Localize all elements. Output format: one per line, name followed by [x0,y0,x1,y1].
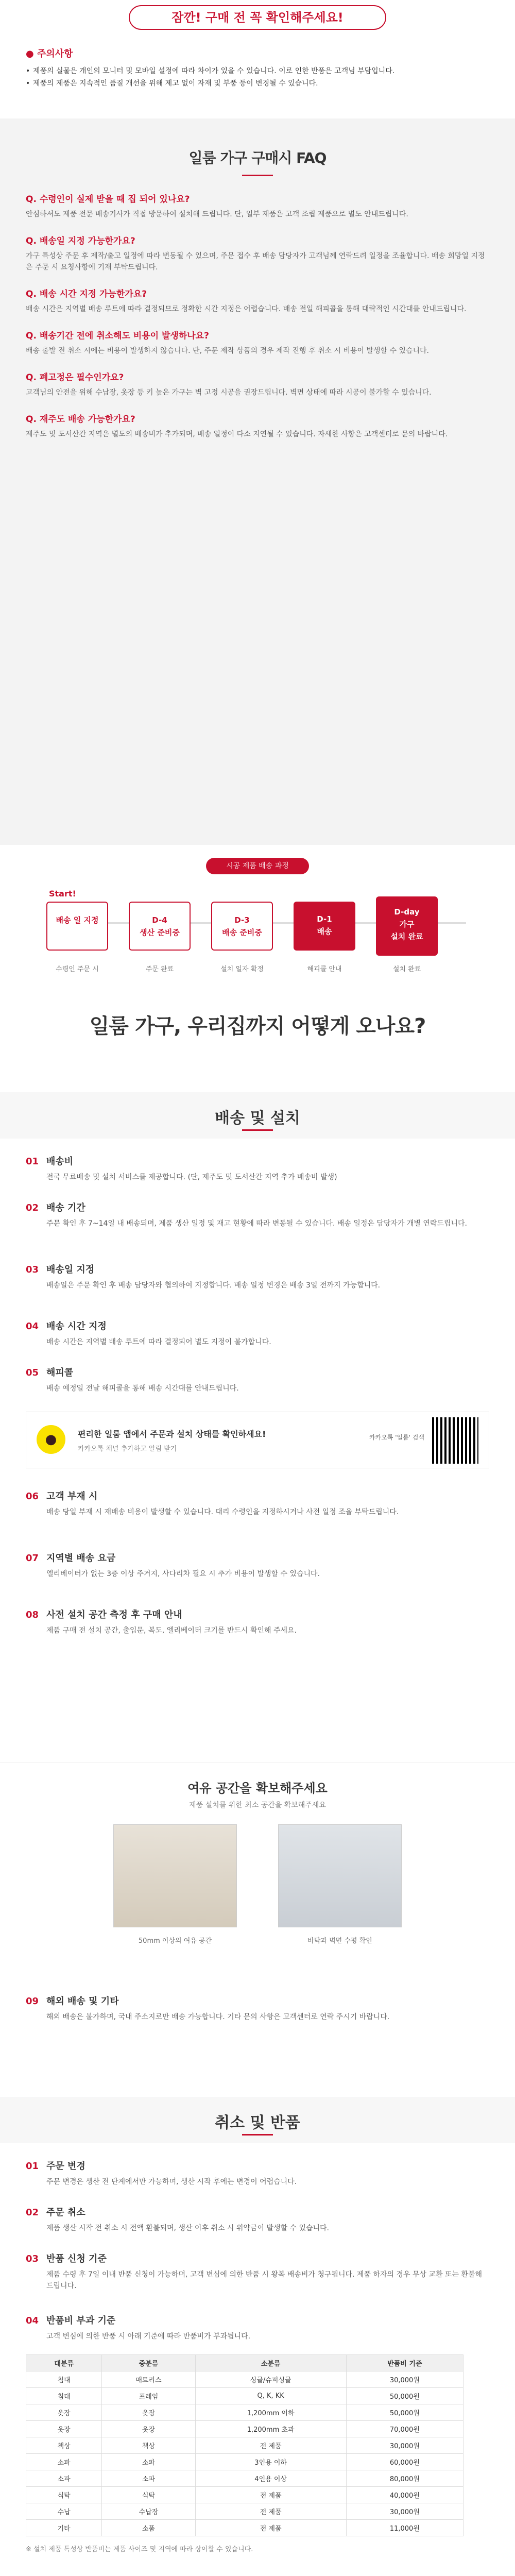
table-cell: 식탁 [102,2487,195,2503]
faq-question: Q. 폐고정은 필수인가요? [26,372,124,383]
table-header: 대분류 [26,2355,102,2371]
item-text: 엘리베이터가 없는 3층 이상 주거지, 사다리차 필요 시 추가 비용이 발생할 수 있습니다. [46,1570,320,1578]
notice-item: • 제품의 실물은 개인의 모니터 및 모바일 설정에 따라 차이가 있을 수 있습니다. 이로 인한 반품은 고객님 부담입니다. [26,65,489,77]
item-number: 01 [26,2161,39,2172]
table-row [26,2487,464,2503]
table-cell: 전 제품 [195,2437,346,2454]
item-title: 주문 취소 [46,2207,85,2218]
shipping-title: 배송 및 설치 [215,1109,300,1127]
table-cell: 싱글/슈퍼싱글 [195,2371,346,2388]
kakao-line1: 편리한 일룸 앱에서 주문과 설치 상태를 확인하세요! [78,1429,266,1439]
process-caption: 수령인 주문 시 [56,965,99,973]
table-cell: 옷장 [26,2404,102,2421]
faq-question: Q. 배송기간 전에 취소해도 비용이 발생하나요? [26,331,209,341]
process-tag: 시공 제품 배송 과정 [206,858,309,874]
space-caption: 50mm 이상의 여유 공간 [138,1937,212,1945]
returns-body [0,2143,515,2576]
table-row [26,2388,464,2404]
returns-title: 취소 및 반품 [215,2114,300,2132]
item-number: 05 [26,1367,39,1378]
returns-item [26,2251,489,2292]
table-cell: 옷장 [102,2421,195,2437]
item-number: 04 [26,2315,39,2326]
table-cell: 옷장 [102,2404,195,2421]
item-text: 배송 예정일 전날 해피콜을 통해 배송 시간대를 안내드립니다. [46,1384,239,1393]
item-text: 해외 배송은 불가하며, 국내 주소지로만 배송 가능합니다. 기타 문의 사항은 고객센터로 연락 주시기 바랍니다. [46,2013,390,2021]
item-text: 제품 구매 전 설치 공간, 출입문, 복도, 엘리베이터 크기를 반드시 확인해 주세요. [46,1626,297,1635]
item-title: 배송 기간 [46,1202,85,1213]
table-header: 중분류 [102,2355,195,2371]
process-step: D-4 생산 준비중 [129,902,191,951]
table-cell: 70,000원 [346,2421,463,2437]
table-cell: 전 제품 [195,2503,346,2520]
table-row [26,2503,464,2520]
table-cell: 80,000원 [346,2470,463,2487]
item-text: 고객 변심에 의한 반품 시 아래 기준에 따라 반품비가 부과됩니다. [46,2332,251,2341]
faq-title: 일룸 가구 구매시 FAQ [188,149,327,166]
table-cell: 식탁 [26,2487,102,2503]
table-header: 소분류 [195,2355,346,2371]
table-row [26,2371,464,2388]
table-row [26,2454,464,2470]
item-number: 03 [26,2253,39,2264]
item-number: 07 [26,1553,39,1564]
table-row [26,2520,464,2536]
table-cell: 50,000원 [346,2388,463,2404]
faq-answer: 고객님의 안전을 위해 수납장, 옷장 등 키 높은 가구는 벽 고정 시공을 권장드립니다. 벽면 상태에 따라 시공이 불가할 수 있습니다. [26,388,432,397]
faq-question: Q. 배송 시간 지정 가능한가요? [26,289,147,299]
space-illustration-1 [113,1824,237,1927]
item-title: 배송일 지정 [46,1264,95,1275]
item-title: 지역별 배송 요금 [46,1553,116,1564]
returns-item [26,2313,489,2342]
table-cell: 소품 [102,2520,195,2536]
process-headline: 일룸 가구, 우리집까지 어떻게 오나요? [89,1014,426,1038]
delivery-process [0,845,515,1092]
process-caption: 해피콜 안내 [307,965,342,973]
table-cell: 3인용 이하 [195,2454,346,2470]
space-illustration-2 [278,1824,402,1927]
space-caption: 바닥과 벽면 수평 확인 [307,1937,372,1945]
table-cell: 30,000원 [346,2503,463,2520]
item-title: 반품비 부과 기준 [46,2315,116,2326]
shipping-body [0,1139,515,1757]
space-section [0,1762,515,1978]
item-number: 08 [26,1609,39,1620]
kakao-logo-icon: ● [37,1425,65,1454]
notice-section [0,46,515,113]
item-title: 배송비 [46,1156,74,1167]
item-text: 배송 시간은 지역별 배송 루트에 따라 결정되어 별도 지정이 불가합니다. [46,1338,271,1346]
faq-item [26,328,489,357]
banner-title: 잠깐! 구매 전 꼭 확인해주세요! [129,5,386,30]
process-caption: 설치 완료 [392,965,421,973]
returns-divider [242,2134,273,2136]
item-title: 배송 시간 지정 [46,1321,107,1332]
table-cell: 옷장 [26,2421,102,2437]
item-title: 사전 설치 공간 측정 후 구매 안내 [46,1609,182,1620]
item-number: 04 [26,1321,39,1332]
faq-answer: 배송 시간은 지역별 배송 루트에 따라 결정되므로 정확한 시간 지정은 어렵습니다. 배송 전일 해피콜을 통해 대략적인 시간대를 안내드립니다. [26,305,467,313]
table-cell: 소파 [26,2470,102,2487]
item-title: 고객 부재 시 [46,1491,98,1502]
item-number: 09 [26,1996,39,2007]
notice-item: • 제품의 제품은 지속적인 품질 개선을 위해 제고 없이 자재 및 부품 등이 변경될 수 있습니다. [26,77,489,90]
table-cell: 프레임 [102,2388,195,2404]
item-title: 반품 신청 기준 [46,2253,107,2264]
notice-heading: 주의사항 [37,48,73,59]
table-cell: 60,000원 [346,2454,463,2470]
process-step: D-3 배송 준비중 [211,902,273,951]
process-caption: 주문 완료 [145,965,174,973]
shipping-item [26,1319,489,1348]
faq-item [26,233,489,273]
faq-item [26,370,489,398]
process-step: D-1 배송 [294,902,355,951]
shipping-item [26,1200,489,1229]
table-row [26,2470,464,2487]
table-cell: 30,000원 [346,2437,463,2454]
table-cell: 소파 [26,2454,102,2470]
table-row [26,2437,464,2454]
table-row [26,2421,464,2437]
table-cell: 수납장 [102,2503,195,2520]
table-cell: 40,000원 [346,2487,463,2503]
table-cell: 1,200mm 이하 [195,2404,346,2421]
item-number: 01 [26,1156,39,1167]
item-text: 전국 무료배송 및 설치 서비스를 제공합니다. (단, 제주도 및 도서산간 지역 추가 배송비 발생) [46,1173,337,1181]
table-row [26,2404,464,2421]
table-cell: 책상 [102,2437,195,2454]
top-banner [0,0,515,36]
item-text: 주문 변경은 생산 전 단계에서만 가능하며, 생산 시작 후에는 변경이 어렵습니다. [46,2178,297,2186]
table-cell: 1,200mm 초과 [195,2421,346,2437]
table-cell: 11,000원 [346,2520,463,2536]
table-cell: 매트리스 [102,2371,195,2388]
shipping-header [0,1092,515,1139]
table-cell: 책상 [26,2437,102,2454]
faq-divider [242,175,273,176]
shipping-divider [242,1129,273,1131]
table-cell: Q, K, KK [195,2388,346,2404]
item-text: 주문 확인 후 7~14일 내 배송되며, 제품 생산 일정 및 재고 현황에 따라 변동될 수 있습니다. 배송 일정은 담당자가 개별 연락드립니다. [46,1219,468,1228]
faq-question: Q. 재주도 배송 가능한가요? [26,414,135,425]
shipping-item [26,1365,489,1394]
table-header: 반품비 기준 [346,2355,463,2371]
shipping-item [26,1262,489,1291]
space-subtitle: 제품 설치를 위한 최소 공간을 확보해주세요 [189,1801,326,1809]
faq-question: Q. 배송일 지정 가능한가요? [26,236,135,246]
faq-section [0,118,515,845]
item-number: 02 [26,1202,39,1213]
returns-item [26,2159,489,2188]
shipping-item [26,1607,489,1636]
overseas-section [0,1984,515,2087]
table-cell: 기타 [26,2520,102,2536]
shipping-item [26,1994,489,2023]
faq-answer: 배송 출발 전 취소 시에는 비용이 발생하지 않습니다. 단, 주문 제작 상품의 경우 제작 진행 후 취소 시 비용이 발생할 수 있습니다. [26,347,430,355]
item-number: 02 [26,2207,39,2218]
qr-code-icon [432,1417,478,1464]
process-caption: 설치 일자 확정 [220,965,264,973]
returns-item [26,2205,489,2234]
shipping-item [26,1489,489,1518]
item-title: 해피콜 [46,1367,74,1378]
faq-answer: 안심하셔도 제품 전문 배송기사가 직접 방문하여 설치해 드립니다. 단, 일부 제품은 고객 조립 제품으로 별도 안내드립니다. [26,210,408,218]
table-cell: 소파 [102,2470,195,2487]
process-start-label: Start! [49,889,76,899]
item-title: 해외 배송 및 기타 [46,1996,119,2007]
table-cell: 수납 [26,2503,102,2520]
returns-header [0,2097,515,2143]
table-cell: 전 제품 [195,2487,346,2503]
table-cell: 50,000원 [346,2404,463,2421]
faq-item [26,192,489,220]
process-step: 배송 일 지정 [46,902,108,951]
faq-question: Q. 수령인이 실제 받을 때 집 되어 있나요? [26,194,190,205]
item-number: 03 [26,1264,39,1275]
faq-answer: 제주도 및 도서산간 지역은 별도의 배송비가 추가되며, 배송 일정이 다소 지연될 수 있습니다. 자세한 사항은 고객센터로 문의 바랍니다. [26,430,448,438]
space-title: 여유 공간을 확보해주세요 [187,1781,328,1795]
item-title: 주문 변경 [46,2161,85,2172]
faq-answer: 가구 특성상 주문 후 제작/출고 일정에 따라 변동될 수 있으며, 주문 접수 후 배송 담당자가 고객님께 연락드려 일정을 조율합니다. 배송 희망일 지정은 주문 시 요청사항에 기재 부탁드립니다. [26,252,485,272]
table-cell: 침대 [26,2371,102,2388]
notice-icon: ● [26,48,34,59]
return-fee-table [26,2354,464,2536]
faq-item [26,286,489,315]
table-note: ※ 설치 제품 특성상 반품비는 제품 사이즈 및 지역에 따라 상이할 수 있습니다. [26,2546,253,2553]
table-cell: 30,000원 [346,2371,463,2388]
item-number: 06 [26,1491,39,1502]
kakao-brand: 카카오톡 '일룸' 검색 [369,1434,424,1441]
item-text: 제품 생산 시작 전 취소 시 전액 환불되며, 생산 이후 취소 시 위약금이 발생할 수 있습니다. [46,2224,329,2232]
table-cell: 4인용 이상 [195,2470,346,2487]
item-text: 배송일은 주문 확인 후 배송 담당자와 협의하여 지정합니다. 배송 일정 변경은 배송 3일 전까지 가능합니다. [46,1281,381,1290]
item-text: 배송 당일 부재 시 재배송 비용이 발생할 수 있습니다. 대리 수령인을 지정하시거나 사전 일정 조율 부탁드립니다. [46,1508,399,1516]
table-cell: 소파 [102,2454,195,2470]
table-cell: 침대 [26,2388,102,2404]
shipping-item [26,1551,489,1580]
return-fee-table-wrap [0,2354,515,2553]
process-step: D-day 가구 설치 완료 [376,896,438,956]
table-cell: 전 제품 [195,2520,346,2536]
kakao-line2: 카카오톡 채널 추가하고 알림 받기 [78,1445,177,1453]
kakao-banner[interactable] [26,1412,489,1468]
faq-item [26,412,489,440]
item-text: 제품 수령 후 7일 이내 반품 신청이 가능하며, 고객 변심에 의한 반품 시 왕복 배송비가 청구됩니다. 제품 하자의 경우 무상 교환 또는 환불해 드립니다. [46,2270,483,2290]
shipping-item [26,1154,489,1183]
